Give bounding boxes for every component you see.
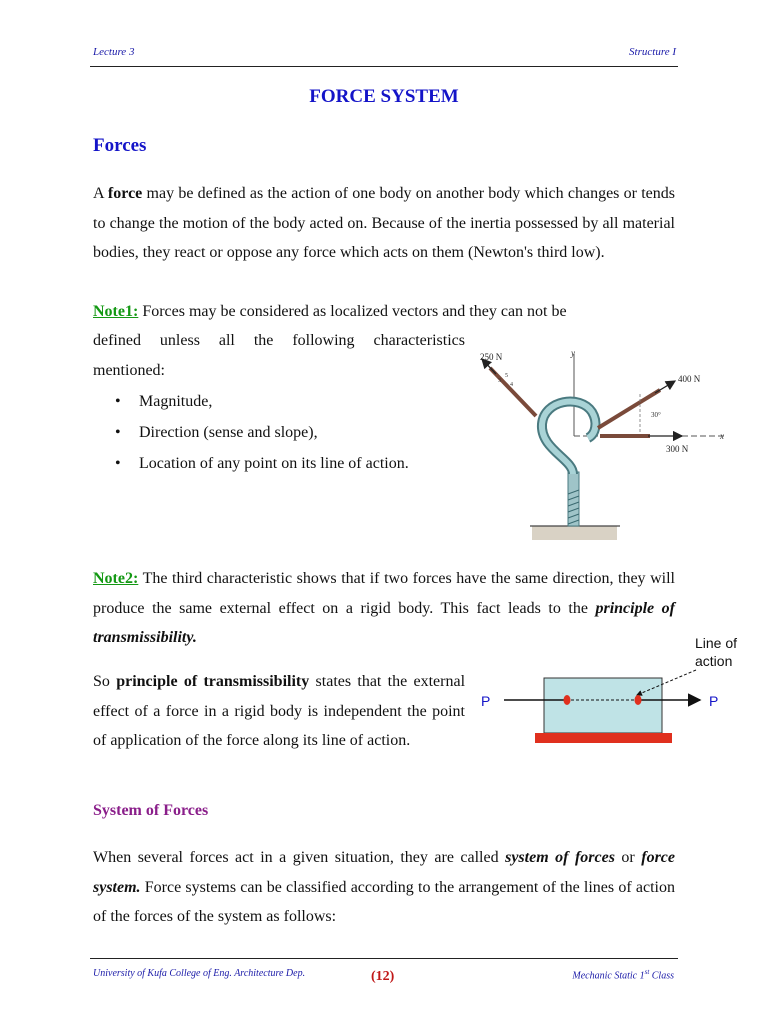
- list-item: • Location of any point on its line of action.: [93, 448, 409, 479]
- force-400-cable: [598, 390, 660, 428]
- force-300-label: 300 N: [666, 444, 689, 454]
- header-course: Structure I: [629, 46, 676, 58]
- note2-label: Note2:: [93, 570, 139, 587]
- term-transmissibility: principle of transmissibility.: [93, 599, 676, 646]
- page-number: (12): [371, 969, 395, 984]
- list-item: • Direction (sense and slope),: [93, 417, 409, 448]
- term-force: force: [107, 185, 143, 202]
- svg-text:3: 3: [498, 378, 501, 384]
- page-title: FORCE SYSTEM: [309, 86, 459, 107]
- transmissibility-paragraph: So principle of transmissibility states that the external effect of a force in a rigid body is independent the point of application of the force along its line of action.: [93, 673, 466, 749]
- force-400-arrow: [655, 381, 675, 393]
- list-item: • Magnitude,: [93, 386, 409, 417]
- line-of-action-label-2: action: [695, 653, 733, 669]
- footer-university: University of Kufa College of Eng. Architecture Dep.: [93, 968, 306, 979]
- footer-course: Mechanic Static 1st Class: [572, 968, 674, 982]
- axis-x-label: x: [720, 431, 724, 441]
- line-of-action-label-1: Line of: [695, 635, 738, 651]
- svg-text:5: 5: [505, 373, 508, 379]
- angle-label: 30°: [651, 411, 661, 419]
- application-point-1: [564, 695, 571, 705]
- application-point-2: [635, 695, 642, 705]
- force-p-right-label: P: [709, 693, 719, 709]
- system-paragraph: When several forces act in a given situation, they are called system of forces or force system. Force systems can be classified according to the arrangement of the lines of action of the forces of the system as follows:: [93, 849, 676, 925]
- ground-base: [532, 526, 617, 540]
- section-heading-system: System of Forces: [93, 802, 209, 819]
- note2-paragraph: Note2: The third characteristic shows that if two forces have the same direction, they will produce the same external effect on a rigid body. This fact leads to the principle of transmissibility.: [93, 570, 676, 646]
- characteristics-list: [93, 386, 409, 479]
- support-base: [535, 733, 672, 743]
- force-250-label: 250 N: [480, 352, 503, 362]
- section-heading-forces: Forces: [93, 135, 147, 156]
- force-400-label: 400 N: [678, 374, 701, 384]
- transmissibility-figure: [474, 630, 744, 748]
- header-rule: [90, 66, 678, 67]
- note1-line: Note1: Forces may be considered as localized vectors and they can not be: [93, 303, 567, 320]
- hook-force-figure: [470, 344, 740, 550]
- header-lecture: Lecture 3: [93, 46, 135, 58]
- force-p-left-label: P: [481, 693, 491, 709]
- note1-label: Note1:: [93, 303, 139, 320]
- axis-y-label: y: [571, 348, 575, 358]
- svg-text:4: 4: [510, 382, 513, 388]
- intro-paragraph: A force may be defined as the action of one body on another body which changes or tends to change the motion of the body acted on. Because of the inertia possessed by all material bodies, they react or oppose any force which acts on them (Newton's third low).: [93, 185, 675, 261]
- rigid-body-box: [544, 678, 662, 733]
- footer-rule: [90, 958, 678, 959]
- force-250-cable: [490, 368, 536, 416]
- note1-continuation: defined unless all the following characteristics mentioned:: [93, 332, 465, 379]
